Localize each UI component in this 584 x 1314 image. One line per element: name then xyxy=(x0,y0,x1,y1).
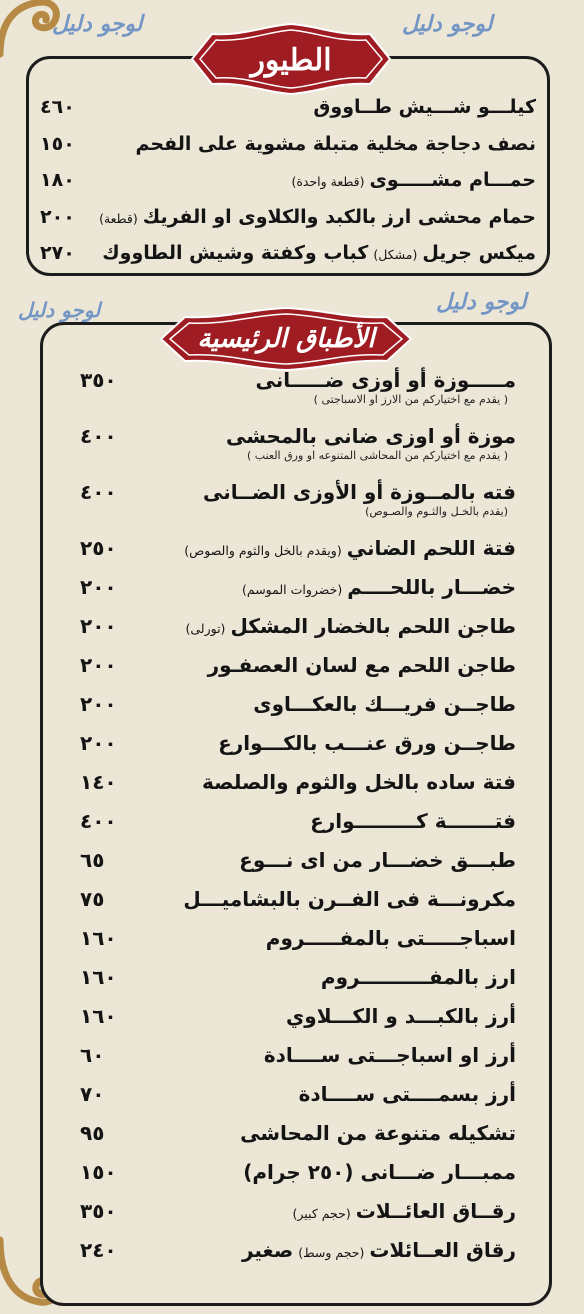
menu-item-name: طاجــن فريـــك بالعكـــاوى xyxy=(253,692,516,716)
menu-item-row xyxy=(80,1238,516,1277)
menu-item-text xyxy=(242,575,516,599)
menu-item-text xyxy=(203,480,516,518)
menu-item-line xyxy=(183,887,516,911)
menu-item-price: ٢٠٠ xyxy=(80,692,117,716)
menu-item-row xyxy=(80,926,516,965)
main-dishes-list xyxy=(80,368,516,1277)
menu-item-line xyxy=(253,692,516,716)
menu-item-price: ٦٠ xyxy=(80,1043,105,1067)
menu-item-text xyxy=(253,692,516,716)
menu-item-name: ارز بالمفــــــــــروم xyxy=(320,965,516,989)
menu-item-price: ٢٧٠ xyxy=(40,242,75,265)
menu-item-price: ٤٠٠ xyxy=(80,424,117,448)
menu-item-line xyxy=(184,536,516,560)
menu-item-name-continued: كباب وكفتة وشيش الطاووك xyxy=(102,242,369,265)
watermark-logo-text: لوجو دليل xyxy=(436,290,527,315)
menu-item-name: مـــــوزة أو أوزى ضـــــانى xyxy=(255,368,516,392)
main-dishes-section-title: الأطباق الرئيسية xyxy=(197,324,375,354)
menu-item-text xyxy=(135,133,536,155)
menu-item-row xyxy=(40,96,536,133)
menu-item-row xyxy=(40,169,536,206)
menu-item-name: أرز بسمــــتى ســــادة xyxy=(298,1082,516,1106)
menu-item-detail: (قطعة) xyxy=(99,210,138,226)
menu-item-text xyxy=(218,731,516,755)
menu-item-detail: (خضروات الموسم) xyxy=(242,582,343,597)
menu-item-line xyxy=(291,169,536,191)
menu-item-name: نصف دجاجة مخلية متبلة مشوية على الفحم xyxy=(135,132,536,155)
menu-item-price: ١٥٠ xyxy=(80,1160,117,1184)
menu-item-line xyxy=(239,848,516,872)
menu-item-name: فتة اللحم الضاني xyxy=(346,536,516,560)
menu-item-row xyxy=(80,692,516,731)
menu-item-text xyxy=(226,424,516,462)
menu-item-text xyxy=(183,887,516,911)
birds-list xyxy=(40,96,536,279)
menu-item-detail: (مشكل) xyxy=(373,247,418,263)
menu-item-row xyxy=(80,424,516,480)
menu-item-row xyxy=(40,242,536,279)
menu-item-line xyxy=(242,575,516,599)
menu-item-price: ١٤٠ xyxy=(80,770,117,794)
menu-item-price: ١٦٠ xyxy=(80,926,117,950)
menu-item-row xyxy=(80,1043,516,1082)
menu-item-name: ممبـــار ضـــانى (٢٥٠ جرام) xyxy=(243,1160,516,1184)
menu-item-text xyxy=(313,96,536,118)
menu-item-text xyxy=(299,1082,516,1106)
menu-item-name: اسباجـــــتى بالمفـــــروم xyxy=(265,926,516,950)
menu-item-text xyxy=(208,653,516,677)
watermark-logo-text: لوجو دليل xyxy=(402,12,493,37)
menu-item-line xyxy=(299,1082,516,1106)
menu-item-line xyxy=(313,96,536,118)
menu-item-name: فته بالمــوزة أو الأوزى الضــانى xyxy=(202,480,516,504)
menu-item-line xyxy=(286,1004,516,1028)
menu-item-row xyxy=(80,480,516,536)
menu-item-line xyxy=(226,424,516,448)
menu-item-price: ٤٠٠ xyxy=(80,809,117,833)
menu-item-price: ١٦٠ xyxy=(80,1004,117,1028)
menu-item-price: ٢٥٠ xyxy=(80,536,117,560)
menu-item-line xyxy=(202,770,516,794)
menu-item-name: خضـــار باللحــــم xyxy=(347,575,516,599)
menu-item-row xyxy=(80,536,516,575)
menu-item-text xyxy=(256,368,517,406)
menu-item-price: ٦٥ xyxy=(80,848,105,872)
main-dishes-section-banner xyxy=(155,305,417,373)
menu-item-price: ٧٠ xyxy=(80,1082,105,1106)
menu-item-row xyxy=(80,770,516,809)
menu-item-text xyxy=(185,614,516,638)
menu-item-text xyxy=(243,1160,516,1184)
watermark-logo-text: لوجو دليل xyxy=(18,298,101,322)
menu-item-name: مكرونـــة فى الفــرن بالبشاميـــل xyxy=(183,887,516,911)
birds-section-title: الطيور xyxy=(250,42,332,78)
menu-item-text xyxy=(291,169,536,191)
menu-item-name-continued: صغير xyxy=(241,1238,294,1262)
menu-item-price: ٢٠٠ xyxy=(40,205,75,228)
menu-item-name: طبـــق خضـــار من اى نـــوع xyxy=(239,848,516,872)
menu-item-name: طاجن اللحم بالخضار المشكل xyxy=(230,614,516,638)
menu-item-name: رقــاق العائــلات xyxy=(355,1199,516,1223)
menu-item-text xyxy=(239,848,516,872)
menu-item-price: ١٥٠ xyxy=(40,132,75,155)
menu-item-name: فتة ساده بالخل والثوم والصلصة xyxy=(202,770,516,794)
menu-item-row xyxy=(80,731,516,770)
menu-item-note: ( يقدم مع اختياركم من الارز او الاسباجتى ) xyxy=(313,393,508,406)
menu-item-detail: (قطعة واحدة) xyxy=(291,174,365,190)
menu-item-row xyxy=(80,1004,516,1043)
menu-item-price: ٢٠٠ xyxy=(80,614,117,638)
menu-item-line xyxy=(99,206,536,228)
menu-item-text xyxy=(286,1004,516,1028)
menu-item-note: (يقدم بالخـل والثـوم والصـوص) xyxy=(365,505,508,518)
menu-item-row xyxy=(80,848,516,887)
menu-item-line xyxy=(203,480,516,504)
menu-item-line xyxy=(135,133,536,155)
menu-item-name: ميكس جريل xyxy=(422,242,536,265)
menu-item-price: ٢٠٠ xyxy=(80,731,117,755)
menu-item-price: ٢٤٠ xyxy=(80,1238,117,1262)
menu-item-price: ١٦٠ xyxy=(80,965,117,989)
menu-item-text xyxy=(242,1238,516,1262)
menu-item-line xyxy=(208,653,516,677)
menu-item-line xyxy=(264,1043,516,1067)
menu-item-row xyxy=(80,1199,516,1238)
menu-item-price: ٤٦٠ xyxy=(40,96,75,118)
menu-item-price: ٩٥ xyxy=(80,1121,105,1145)
menu-item-line xyxy=(266,926,516,950)
menu-item-line xyxy=(293,1199,517,1223)
menu-item-line xyxy=(185,614,516,638)
menu-item-text xyxy=(102,242,536,264)
menu-item-text xyxy=(321,965,516,989)
menu-item-price: ٤٠٠ xyxy=(80,480,117,504)
menu-item-row xyxy=(80,809,516,848)
menu-item-price: ٢٠٠ xyxy=(80,575,117,599)
menu-item-detail: (ويقدم بالخل والثوم والصوص) xyxy=(184,543,342,558)
menu-item-text xyxy=(184,536,516,560)
menu-item-name: كيلـــو شـــيش طــاووق xyxy=(313,96,536,118)
menu-item-line xyxy=(310,809,516,833)
menu-item-note: ( يقدم مع اختياركم من المحاشى المتنوعه او ورق العنب ) xyxy=(246,449,508,462)
menu-item-line xyxy=(240,1121,516,1145)
menu-item-text xyxy=(99,206,536,228)
menu-item-row xyxy=(80,887,516,926)
menu-item-price: ٣٥٠ xyxy=(80,368,117,392)
menu-item-row xyxy=(80,1160,516,1199)
menu-item-line xyxy=(218,731,516,755)
menu-item-row xyxy=(80,653,516,692)
menu-item-name: حمام محشى ارز بالكبد والكلاوى او الفريك xyxy=(142,205,536,228)
menu-item-line xyxy=(243,1160,516,1184)
menu-item-price: ٢٠٠ xyxy=(80,653,117,677)
menu-item-price: ٣٥٠ xyxy=(80,1199,117,1223)
menu-item-line xyxy=(102,242,536,264)
menu-item-text xyxy=(293,1199,517,1223)
menu-item-line xyxy=(321,965,516,989)
menu-item-detail: (تورلى) xyxy=(185,621,226,636)
menu-item-name: طاجــن ورق عنـــب بالكـــوارع xyxy=(218,731,516,755)
menu-item-name: فتـــــــة كـــــــــوارع xyxy=(310,809,516,833)
menu-item-name: موزة أو اوزى ضانى بالمحشى xyxy=(225,424,516,448)
birds-section-banner xyxy=(184,20,398,98)
menu-item-name: تشكيله متنوعة من المحاشى xyxy=(240,1121,516,1145)
menu-item-row xyxy=(80,965,516,1004)
menu-item-name: حمـــام مشـــــوى xyxy=(369,169,536,192)
menu-item-row xyxy=(40,133,536,170)
menu-item-line xyxy=(256,368,517,392)
menu-item-text xyxy=(202,770,516,794)
menu-item-name: رقاق العــائلات xyxy=(369,1238,516,1262)
menu-item-row xyxy=(40,206,536,243)
menu-item-row xyxy=(80,614,516,653)
menu-item-row xyxy=(80,368,516,424)
menu-item-text xyxy=(310,809,516,833)
menu-item-name: أرز او اسباجـــتى ســــادة xyxy=(263,1043,516,1067)
menu-item-row xyxy=(80,575,516,614)
menu-item-name: طاجن اللحم مع لسان العصفـور xyxy=(207,653,516,677)
watermark-logo-text: لوجو دليل xyxy=(52,12,143,37)
menu-item-text xyxy=(266,926,516,950)
menu-item-row xyxy=(80,1082,516,1121)
menu-item-text xyxy=(240,1121,516,1145)
menu-item-detail: (حجم كبير) xyxy=(292,1206,351,1221)
menu-item-text xyxy=(264,1043,516,1067)
menu-item-line xyxy=(242,1238,516,1262)
menu-item-price: ٧٥ xyxy=(80,887,105,911)
menu-item-detail: (حجم وسط) xyxy=(298,1245,365,1260)
menu-item-row xyxy=(80,1121,516,1160)
menu-item-price: ١٨٠ xyxy=(40,169,75,192)
menu-item-name: أرز بالكبـــد و الكـــلاوي xyxy=(285,1004,516,1028)
